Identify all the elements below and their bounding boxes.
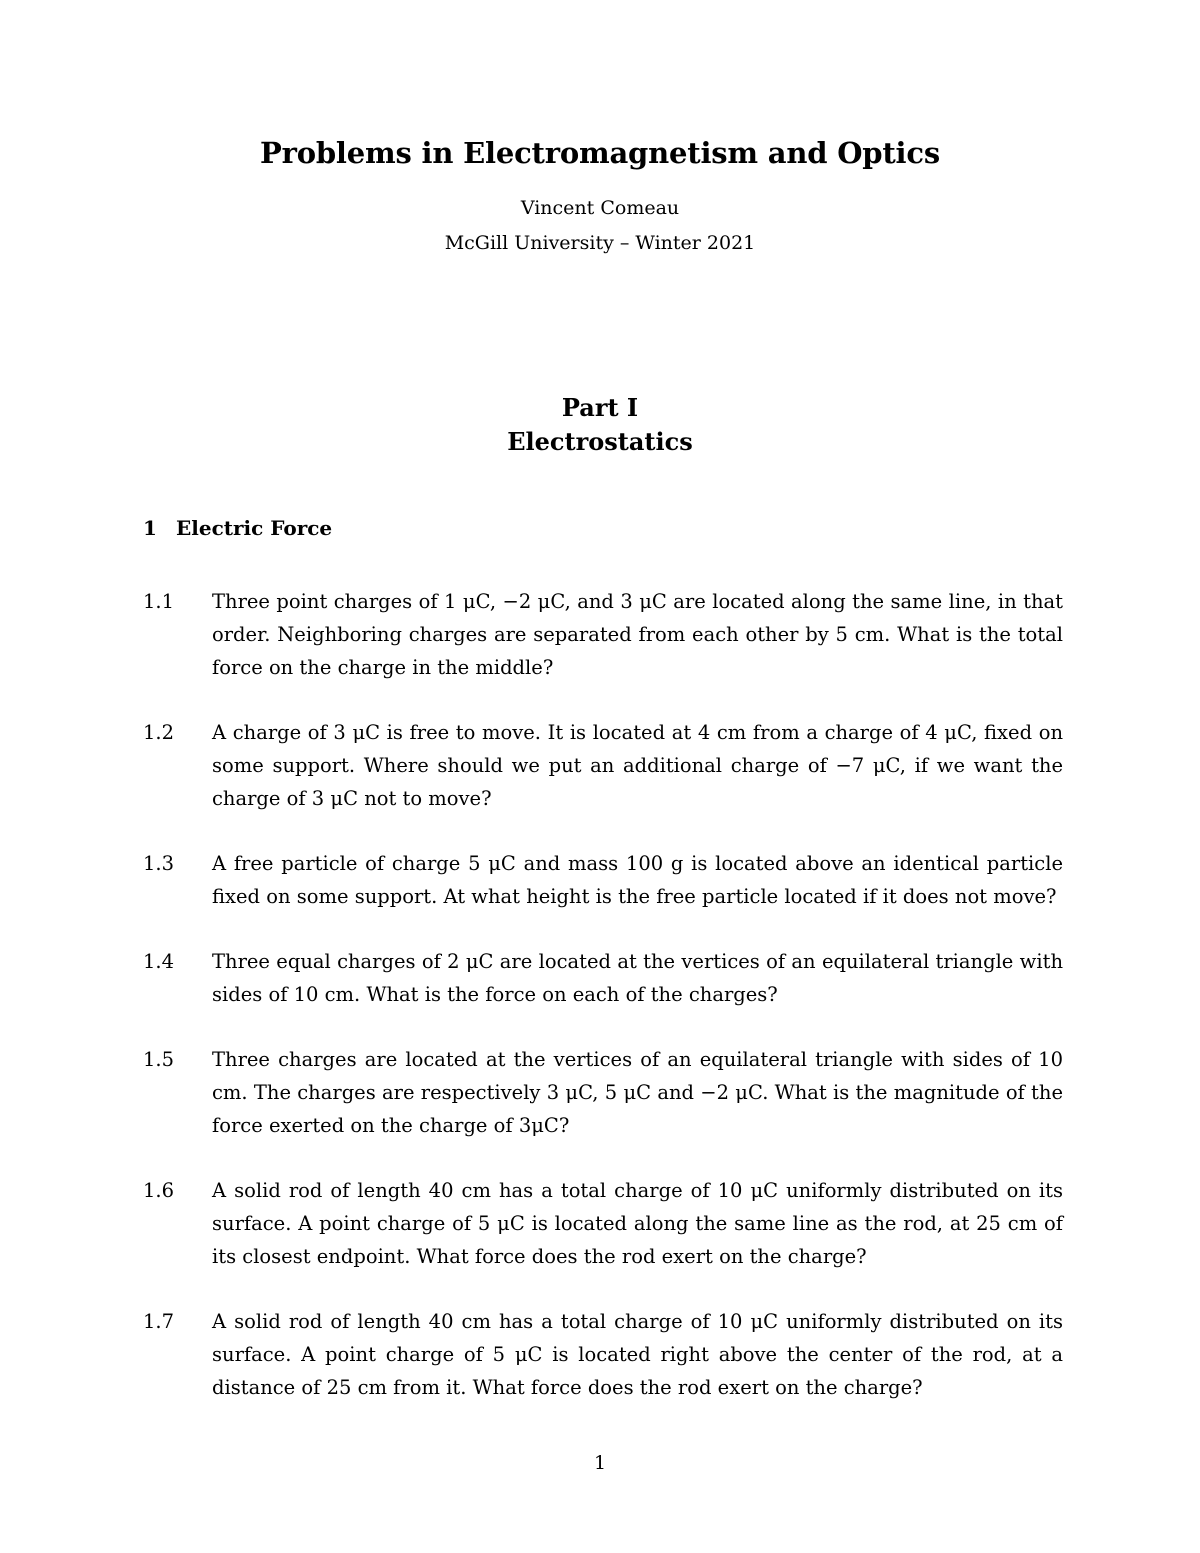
section-heading (143, 516, 332, 540)
problem-text: A charge of 3 μC is free to move. It is located at 4 cm from a charge of 4 μC, fixed on some support. Where should we put an additional charge of −7 μC, if we want the charge of 3 μC not to move? (212, 721, 1063, 810)
section-title: Electric Force (176, 516, 333, 540)
problem-number: 1.7 (143, 1310, 175, 1333)
affiliation: McGill University – Winter 2021 (444, 232, 756, 254)
problem-number: 1.4 (143, 950, 175, 973)
author-name: Vincent Comeau (520, 197, 680, 219)
problem-text: A solid rod of length 40 cm has a total charge of 10 μC uniformly distributed on its surface. A point charge of 5 μC is located right above the center of the rod, at a distance of 25 cm from it. What force does the rod exert on the charge? (212, 1310, 1063, 1399)
problem-number: 1.3 (143, 852, 175, 875)
problem-text: Three charges are located at the vertices of an equilateral triangle with sides of 10 cm. The charges are respectively 3 μC, 5 μC and −2 μC. What is the magnitude of the force exerted on the charge of 3μC? (212, 1048, 1063, 1137)
problem-number: 1.6 (143, 1179, 175, 1202)
document-title: Problems in Electromagnetism and Optics (260, 136, 940, 170)
problem-number: 1.1 (143, 590, 175, 613)
part-label: Part I (561, 393, 639, 422)
part-title: Electrostatics (507, 427, 693, 456)
problem-number: 1.5 (143, 1048, 175, 1071)
section-number: 1 (143, 516, 157, 540)
problem-text: A solid rod of length 40 cm has a total charge of 10 μC uniformly distributed on its surface. A point charge of 5 μC is located along the same line as the rod, at 25 cm of its closest endpoint. What force does the rod exert on the charge? (212, 1179, 1063, 1268)
page-number: 1 (593, 1452, 607, 1474)
problem-text: Three equal charges of 2 μC are located at the vertices of an equilateral triangle with sides of 10 cm. What is the force on each of the charges? (212, 950, 1063, 1006)
problem-text: Three point charges of 1 μC, −2 μC, and 3 μC are located along the same line, in that order. Neighboring charges are separated from each other by 5 cm. What is the total force on the charge in the middle? (212, 590, 1063, 679)
problem-number: 1.2 (143, 721, 175, 744)
problem-text: A free particle of charge 5 μC and mass 100 g is located above an identical particle fixed on some support. At what height is the free particle located if it does not move? (212, 852, 1063, 908)
